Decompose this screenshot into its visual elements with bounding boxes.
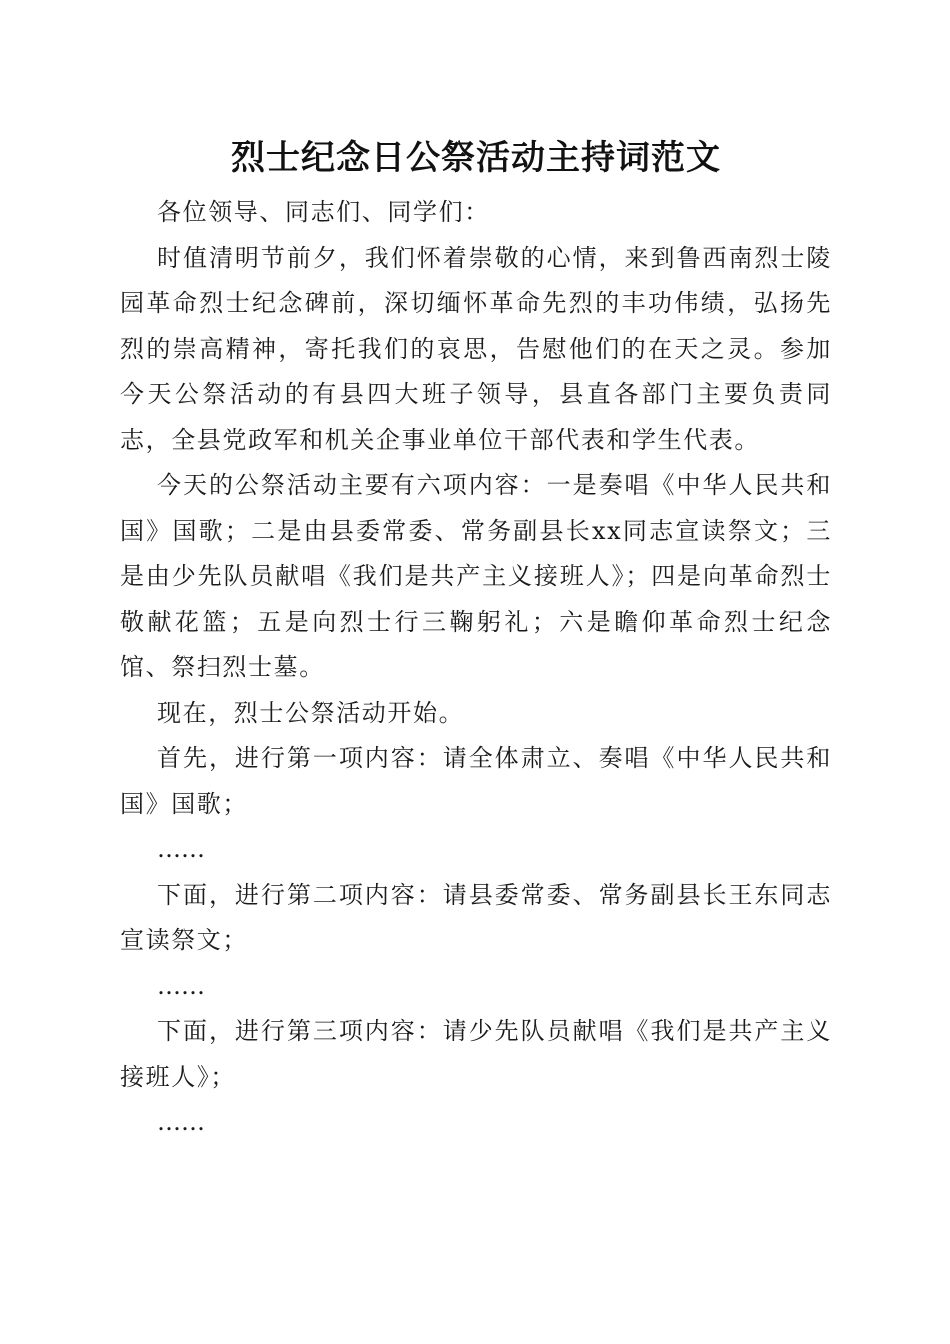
ellipsis-three: …… (157, 1108, 205, 1136)
ellipsis-one: …… (157, 835, 205, 863)
item-two-paragraph: 下面，进行第二项内容：请县委常委、常务副县长王东同志宣读祭文； (120, 880, 832, 954)
item-one-paragraph: 首先，进行第一项内容：请全体肃立、奏唱《中华人民共和国》国歌； (120, 744, 832, 818)
opening-paragraph: 时值清明节前夕，我们怀着崇敬的心情，来到鲁西南烈士陵园革命烈士纪念碑前，深切缅怀革命先烈的丰功伟绩，弘扬先烈的崇高精神，寄托我们的哀思，告慰他们的在天之灵。参加今天公祭活动的有县四大班子领导，县直各部门主要负责同志，全县党政军和机关企事业单位干部代表和学生代表。 (120, 243, 832, 454)
salutation-paragraph: 各位领导、同志们、同学们： (157, 198, 490, 226)
ellipsis-two: …… (157, 971, 205, 1000)
item-three-paragraph: 下面，进行第三项内容：请少先队员献唱《我们是共产主义接班人》； (120, 1017, 832, 1091)
document-page (120, 132, 832, 1146)
start-announcement-paragraph: 现在，烈士公祭活动开始。 (157, 698, 465, 727)
agenda-paragraph: 今天的公祭活动主要有六项内容：一是奏唱《中华人民共和国》国歌；二是由县委常委、常务副县长xx同志宣读祭文；三是由少先队员献唱《我们是共产主义接班人》；四是向革命烈士敬献花篮；五是向烈士行三鞠躬礼；六是瞻仰革命烈士纪念馆、祭扫烈士墓。 (120, 471, 832, 681)
document-title: 烈士纪念日公祭活动主持词范文 (231, 138, 721, 178)
